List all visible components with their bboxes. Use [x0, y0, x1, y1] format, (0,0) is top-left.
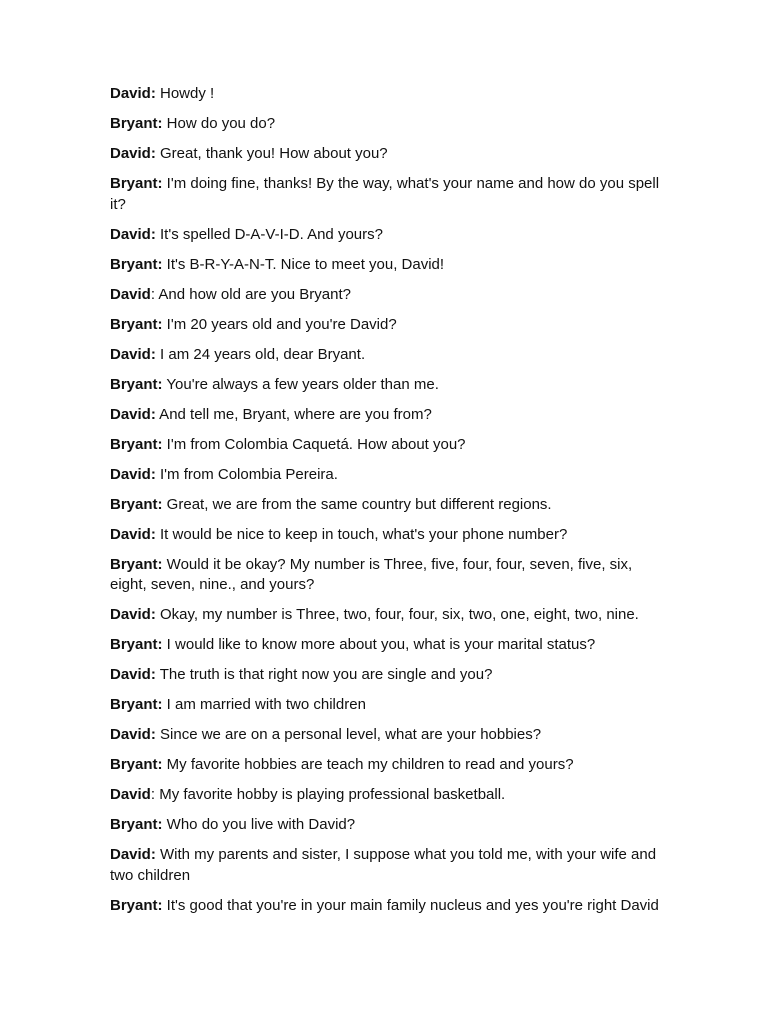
- dialogue-line: [110, 725, 670, 746]
- speaker-label: Bryant:: [110, 375, 163, 393]
- dialogue-text: You're always a few years older than me.: [162, 375, 439, 393]
- dialogue-text: Great, thank you! How about you?: [155, 145, 388, 162]
- speaker-label: David:: [110, 145, 156, 162]
- dialogue-text: : My favorite hobby is playing professional basketball.: [150, 786, 506, 803]
- speaker-label: Bryant:: [110, 115, 163, 132]
- speaker-label: Bryant:: [110, 696, 163, 713]
- dialogue-line: [110, 896, 670, 917]
- dialogue-text: Okay, my number is Three, two, four, four, six, two, one, eight, two, nine.: [155, 606, 639, 623]
- dialogue-text: Would it be okay? My number is Three, five, four, four, seven, five, six, eight, seven, nine., and yours?: [110, 555, 633, 593]
- dialogue-line: [110, 114, 670, 135]
- dialogue-text: It's spelled D-A-V-I-D. And yours?: [155, 225, 383, 243]
- dialogue-line: [110, 84, 670, 105]
- dialogue-text: It's B-R-Y-A-N-T. Nice to meet you, David!: [162, 255, 445, 273]
- dialogue-text: With my parents and sister, I suppose what you told me, with your wife and two children: [110, 846, 657, 884]
- dialogue-line: [110, 815, 670, 836]
- dialogue-line: [110, 465, 670, 486]
- dialogue-line: [110, 255, 670, 276]
- speaker-label: Bryant:: [110, 435, 163, 453]
- speaker-label: Bryant:: [110, 175, 163, 192]
- speaker-label: David:: [110, 465, 156, 483]
- speaker-label: Bryant:: [110, 756, 163, 773]
- speaker-label: David:: [110, 525, 156, 543]
- speaker-label: Bryant:: [110, 315, 163, 333]
- speaker-label: Bryant:: [110, 555, 163, 573]
- dialogue-line: [110, 755, 670, 776]
- dialogue-text: I'm 20 years old and you're David?: [162, 315, 397, 333]
- dialogue-text: : And how old are you Bryant?: [150, 285, 351, 303]
- dialogue-line: [110, 315, 670, 336]
- dialogue-text: The truth is that right now you are single and you?: [155, 666, 493, 683]
- dialogue-line: [110, 525, 670, 546]
- dialogue-line: [110, 665, 670, 686]
- speaker-label: David: [110, 285, 151, 303]
- dialogue-text: How do you do?: [162, 115, 276, 132]
- dialogue-line: [110, 285, 670, 306]
- speaker-label: David:: [110, 846, 156, 863]
- speaker-label: David:: [110, 85, 156, 102]
- speaker-label: David:: [110, 606, 156, 623]
- dialogue-line: [110, 785, 670, 806]
- dialogue-text: I would like to know more about you, what is your marital status?: [162, 636, 596, 653]
- speaker-label: Bryant:: [110, 816, 163, 833]
- dialogue-text: Howdy !: [155, 85, 215, 102]
- dialogue-text: My favorite hobbies are teach my children to read and yours?: [162, 756, 574, 773]
- dialogue-text: It would be nice to keep in touch, what's your phone number?: [155, 525, 568, 543]
- dialogue-text: Since we are on a personal level, what are your hobbies?: [155, 726, 542, 743]
- dialogue-text: Great, we are from the same country but different regions.: [162, 495, 552, 513]
- dialogue-line: [110, 635, 670, 656]
- dialogue-text: And tell me, Bryant, where are you from?: [155, 405, 432, 423]
- speaker-label: David:: [110, 666, 156, 683]
- dialogue-line: [110, 174, 670, 215]
- dialogue-line: [110, 375, 670, 396]
- dialogue-line: [110, 605, 670, 626]
- speaker-label: Bryant:: [110, 636, 163, 653]
- dialogue-text: I am 24 years old, dear Bryant.: [155, 345, 366, 363]
- dialogue-line: [110, 495, 670, 516]
- speaker-label: Bryant:: [110, 255, 163, 273]
- dialogue-line: [110, 225, 670, 246]
- speaker-label: David:: [110, 345, 156, 363]
- dialogue-text: It's good that you're in your main family nucleus and yes you're right David: [162, 896, 659, 914]
- dialogue-text: I'm from Colombia Caquetá. How about you?: [162, 435, 466, 453]
- speaker-label: David:: [110, 405, 156, 423]
- dialogue-line: [110, 555, 670, 596]
- dialogue-text: I'm doing fine, thanks! By the way, what's your name and how do you spell it?: [110, 175, 660, 213]
- dialogue-line: [110, 345, 670, 366]
- dialogue-text: Who do you live with David?: [162, 816, 356, 833]
- dialogue-line: [110, 845, 670, 886]
- speaker-label: David: [110, 786, 151, 803]
- dialogue-text: I'm from Colombia Pereira.: [155, 465, 338, 483]
- dialogue-line: [110, 144, 670, 165]
- speaker-label: Bryant:: [110, 495, 163, 513]
- dialogue-line: [110, 405, 670, 426]
- speaker-label: David:: [110, 225, 156, 243]
- document-page: [110, 84, 670, 926]
- speaker-label: David:: [110, 726, 156, 743]
- dialogue-text: I am married with two children: [162, 696, 366, 713]
- dialogue-line: [110, 695, 670, 716]
- dialogue-line: [110, 435, 670, 456]
- speaker-label: Bryant:: [110, 896, 163, 914]
